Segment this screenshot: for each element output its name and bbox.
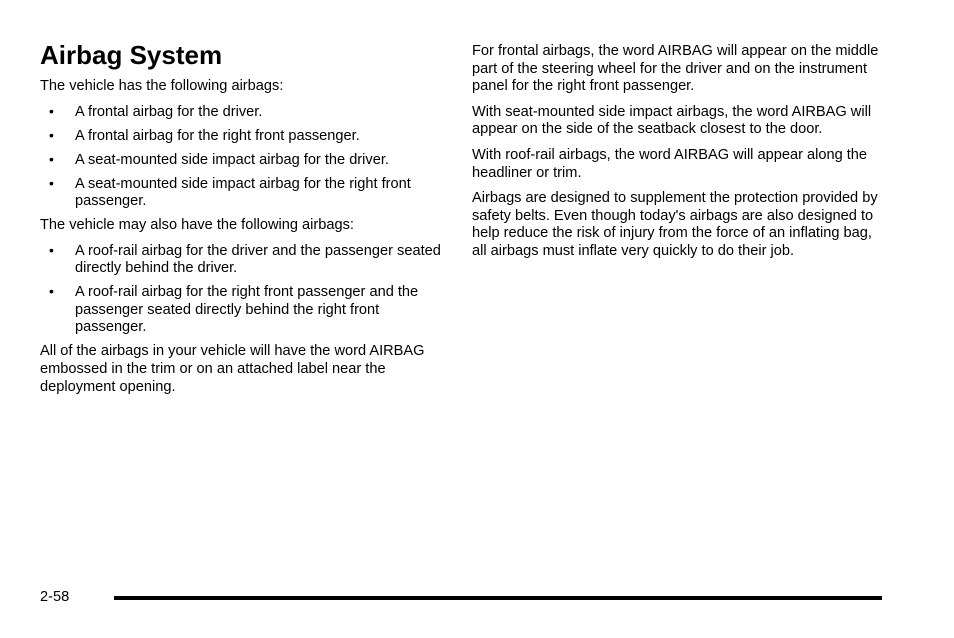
- list-item: [40, 104, 442, 122]
- list-item-text: A seat-mounted side impact airbag for the right front passenger.: [75, 175, 411, 210]
- bullet-icon: •: [49, 126, 54, 143]
- page-number: 2-58: [40, 589, 70, 605]
- list-item: [40, 176, 442, 211]
- intro-paragraph: The vehicle has the following airbags:: [40, 78, 284, 94]
- list-item: [40, 284, 442, 337]
- right-column-body: [472, 43, 882, 269]
- bullet-icon: •: [49, 102, 54, 119]
- list-item: [40, 128, 442, 146]
- bullet-icon: •: [49, 150, 54, 167]
- list-item-text: A seat-mounted side impact airbag for the driver.: [75, 151, 389, 168]
- roof-rail-paragraph: With roof-rail airbags, the word AIRBAG will appear along the headliner or trim.: [472, 146, 868, 181]
- bullet-icon: •: [49, 283, 54, 300]
- list-item-text: A roof-rail airbag for the driver and the passenger seated directly behind the driver.: [75, 242, 441, 277]
- bullet-icon: •: [49, 174, 54, 191]
- list-item-text: A frontal airbag for the driver.: [75, 103, 263, 120]
- side-impact-paragraph: With seat-mounted side impact airbags, the word AIRBAG will appear on the side of the seatback closest to the door.: [472, 103, 872, 138]
- footer-rule: [114, 596, 882, 600]
- standard-airbags-list: [40, 104, 442, 211]
- supplement-paragraph: Airbags are designed to supplement the protection provided by safety belts. Even though today's airbags are also designed to help reduce the risk of injury from the force of an inflating bag, all airbags must inflate very quickly to do their job.: [472, 190, 878, 259]
- left-column-body: [40, 78, 442, 404]
- list-item-text: A frontal airbag for the right front passenger.: [75, 127, 360, 144]
- list-item: [40, 152, 442, 170]
- optional-intro-paragraph: The vehicle may also have the following airbags:: [40, 217, 354, 234]
- bullet-icon: •: [49, 241, 54, 258]
- page-title: Airbag System: [40, 40, 223, 70]
- frontal-airbag-paragraph: For frontal airbags, the word AIRBAG will appear on the middle part of the steering wheel for the driver and on the instrument panel for the right front passenger.: [472, 43, 879, 95]
- list-item-text: A roof-rail airbag for the right front passenger and the passenger seated directly behind the right front passenger.: [75, 284, 419, 336]
- closing-paragraph: All of the airbags in your vehicle will have the word AIRBAG embossed in the trim or on an attached label near the deployment opening.: [40, 343, 425, 395]
- list-item: [40, 243, 442, 278]
- optional-airbags-list: [40, 243, 442, 337]
